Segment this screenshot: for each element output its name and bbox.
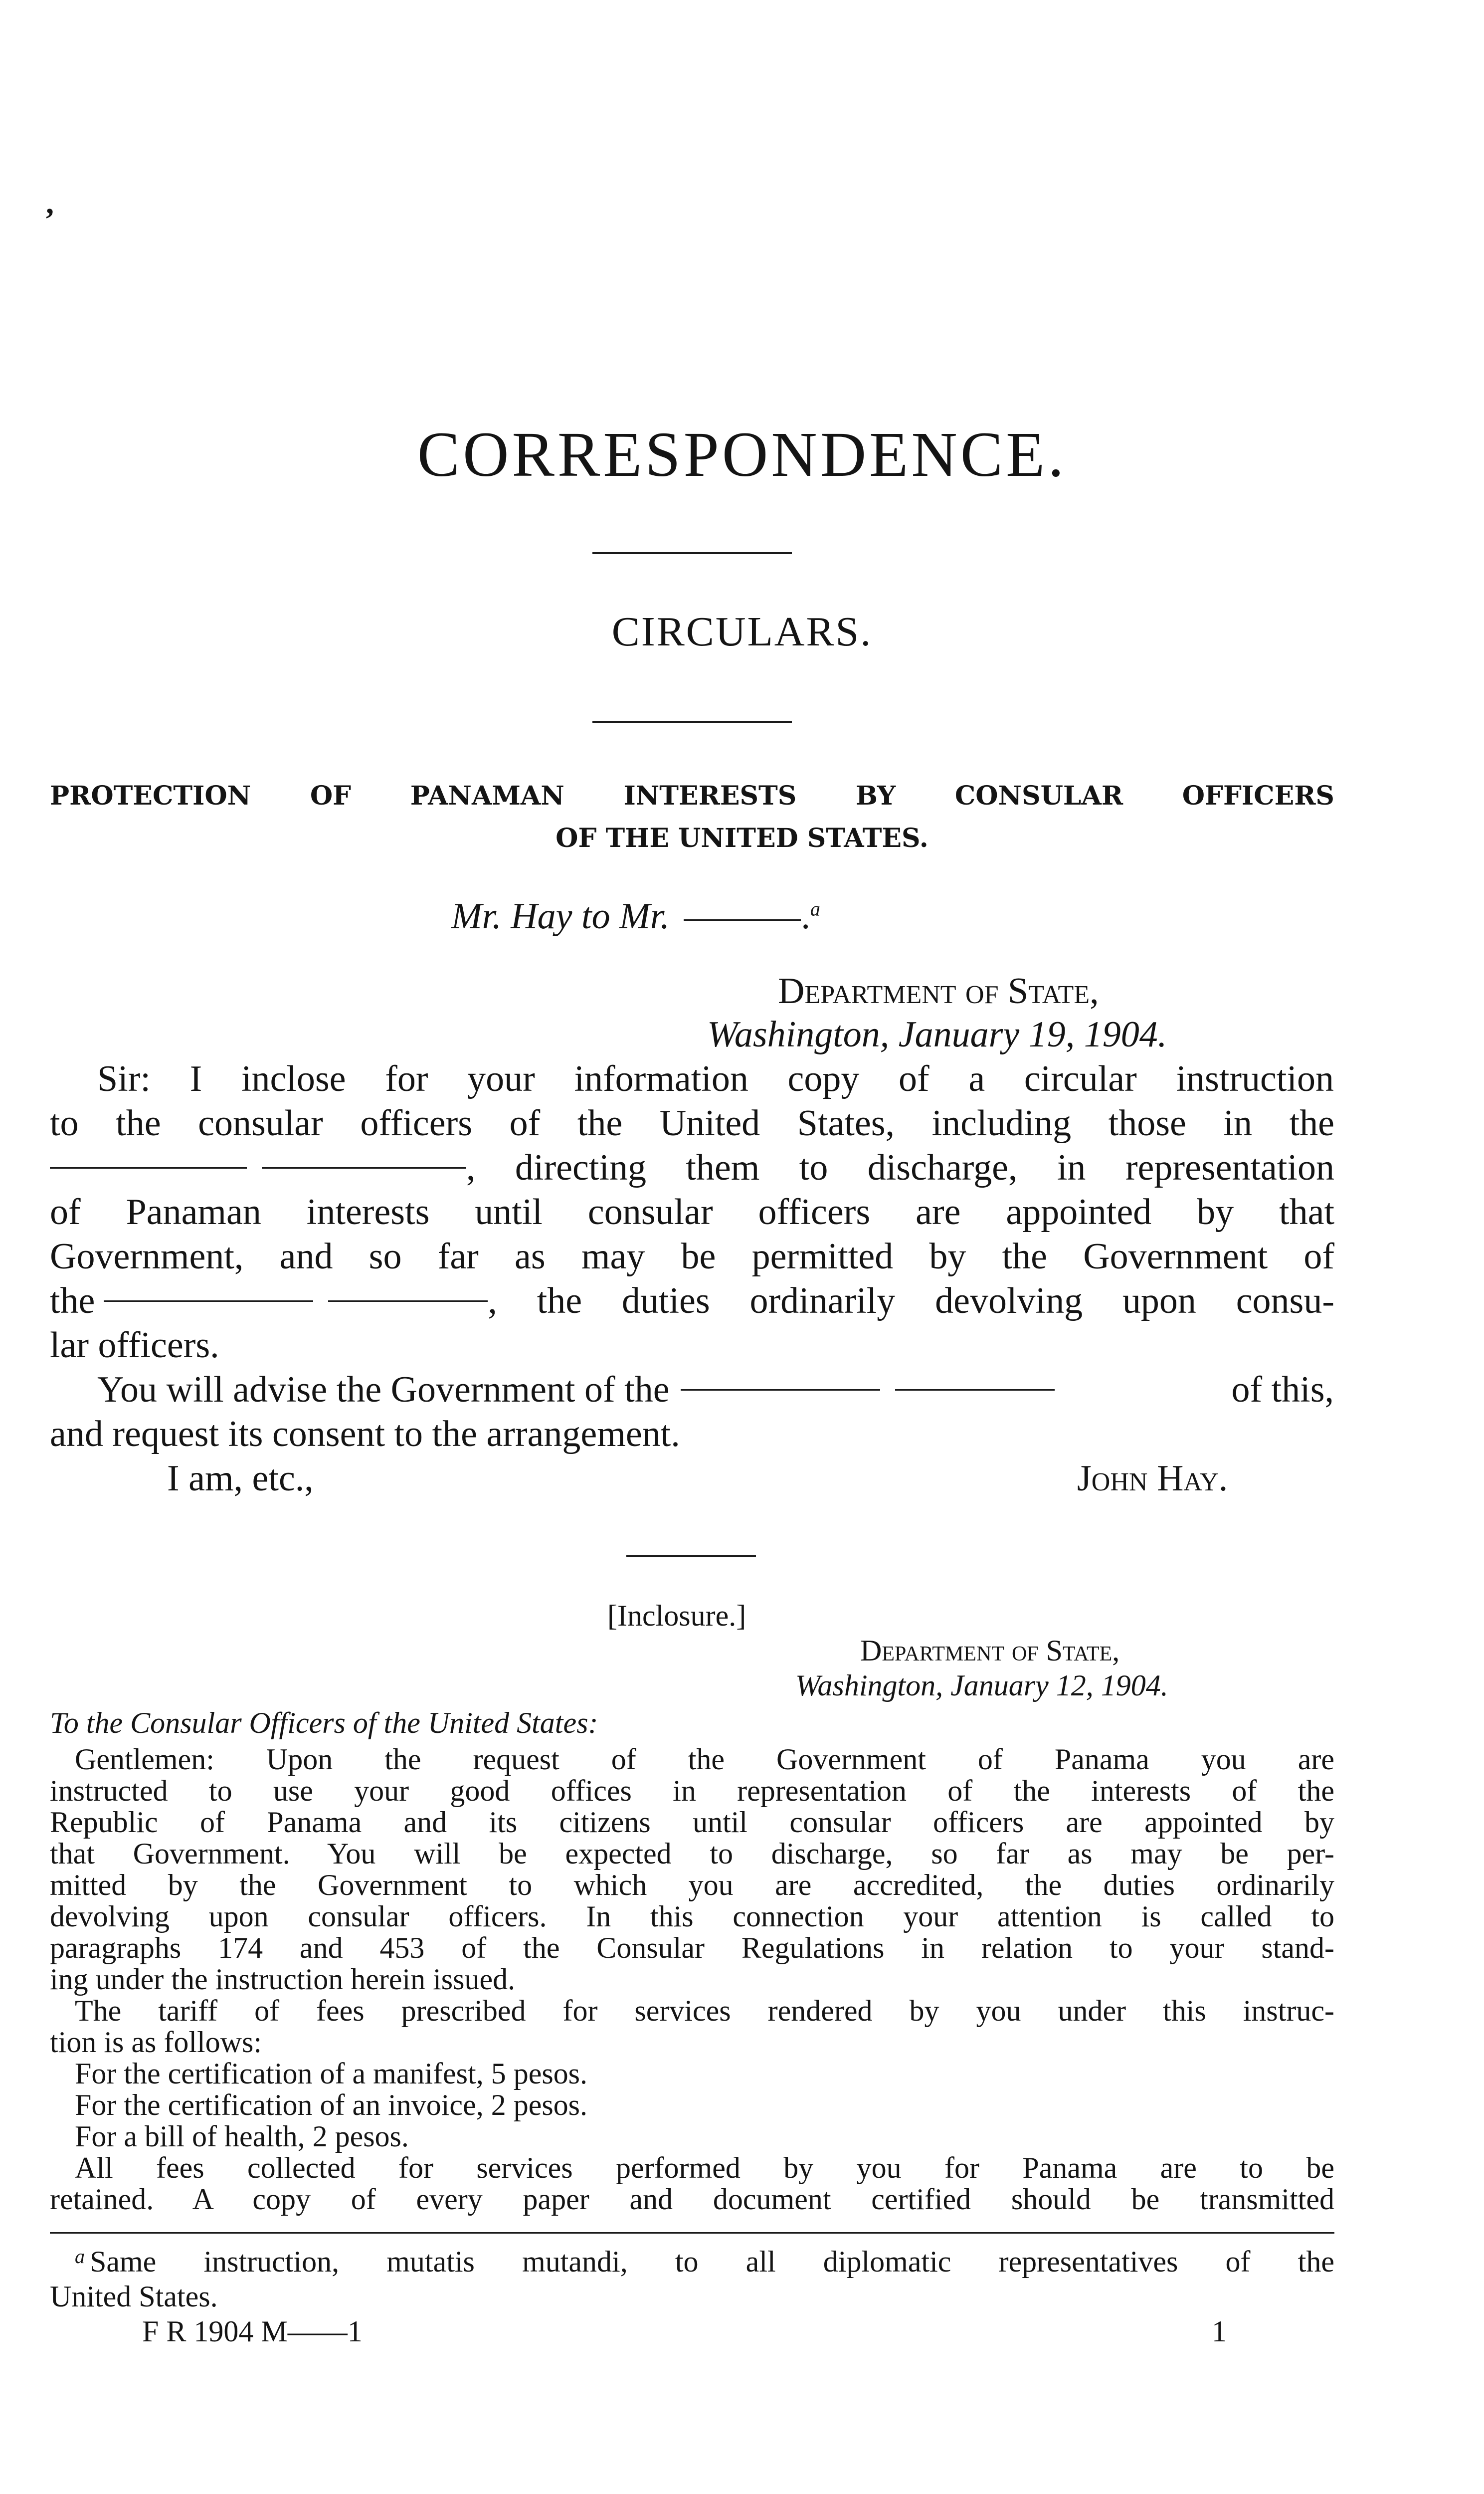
letter-p1-line2: to the consular officers of the United States, including those in the (50, 1103, 1334, 1144)
letter-p2-line2: and request its consent to the arrangement. (50, 1414, 680, 1455)
inclosure-p1-line8: ing under the instruction herein issued. (50, 1963, 516, 1996)
letter-rule (626, 1555, 756, 1557)
inclosure-p3-line1: All fees collected for services performed by you for Panama are to be (75, 2151, 1334, 2184)
letter-p1-line5: Government, and so far as may be permitted by the Government of (50, 1236, 1334, 1277)
letter-closing: I am, etc., (167, 1458, 314, 1499)
title-rule (592, 552, 792, 554)
signature-mark: F R 1904 M——1 (142, 2315, 363, 2348)
inclosure-label: [Inclosure.] (607, 1599, 746, 1632)
inclosure-p1-line3: Republic of Panama and its citizens until consular officers are appointed by (50, 1806, 1334, 1839)
inclosure-p2-line2: tion is as follows: (50, 2026, 262, 2059)
inclosure-p1-line5: mitted by the Government to which you are accredited, the duties ordinarily (50, 1869, 1334, 1901)
inclosure-p1-line6: devolving upon consular officers. In this connection your attention is called to (50, 1900, 1334, 1933)
page-title: CORRESPONDENCE. (417, 419, 1067, 490)
footnote-marker: a (75, 2245, 85, 2268)
inclosure-p1-line2: instructed to use your good offices in representation of the interests of the (50, 1774, 1334, 1807)
fee-item: For the certification of an invoice, 2 pesos. (75, 2088, 588, 2121)
letter-p2-line1: You will advise the Government of the of this, (97, 1369, 1334, 1410)
article-heading-line1: PROTECTION OF PANAMAN INTERESTS BY CONSULAR OFFICERS (50, 781, 1334, 811)
footnote-rule (50, 2232, 1334, 2234)
letter-p1-line7: lar officers. (50, 1325, 219, 1366)
letter-p1-line3: , directing them to discharge, in representation (50, 1147, 1334, 1189)
fee-item: For a bill of health, 2 pesos. (75, 2120, 409, 2153)
inclosure-p1-line7: paragraphs 174 and 453 of the Consular Regulations in relation to your stand- (50, 1931, 1334, 1964)
letter-p1-line1: Sir: I inclose for your information copy of a circular instruction (97, 1058, 1334, 1099)
inclosure-department: Department of State, (860, 1634, 1120, 1667)
letter-p1-line6: the , the duties ordinarily devolving upon consu- (50, 1280, 1334, 1321)
fee-item: For the certification of a manifest, 5 pesos. (75, 2057, 588, 2090)
inclosure-p2-line1: The tariff of fees prescribed for services rendered by you under this instruc- (75, 1994, 1334, 2027)
footnote-ref: a (810, 897, 820, 920)
stray-mark: , (46, 185, 54, 220)
page-number: 1 (1212, 2315, 1227, 2348)
inclosure-p1-line1: Gentlemen: Upon the request of the Government of Panama you are (75, 1743, 1334, 1776)
letter-dateline: Washington, January 19, 1904. (707, 1014, 1167, 1055)
section-rule (592, 721, 792, 723)
footnote-line2: United States. (50, 2280, 218, 2313)
footnote-line1: a Same instruction, mutatis mutandi, to all diplomatic representatives of the (75, 2245, 1334, 2278)
letter-signature: John Hay. (1077, 1458, 1228, 1499)
letter-p1-line4: of Panaman interests until consular officers are appointed by that (50, 1192, 1334, 1233)
inclosure-dateline: Washington, January 12, 1904. (795, 1669, 1168, 1702)
article-heading-line2: OF THE UNITED STATES. (556, 823, 928, 853)
inclosure-p3-line2: retained. A copy of every paper and document certified should be transmitted (50, 2183, 1334, 2216)
letter-from-to: Mr. Hay to Mr. .$^a$ (451, 896, 820, 937)
inclosure-address: To the Consular Officers of the United States: (50, 1706, 598, 1739)
section-title: CIRCULARS. (611, 609, 873, 655)
inclosure-p1-line4: that Government. You will be expected to discharge, so far as may be per- (50, 1837, 1334, 1870)
letter-department: Department of State, (778, 971, 1099, 1012)
